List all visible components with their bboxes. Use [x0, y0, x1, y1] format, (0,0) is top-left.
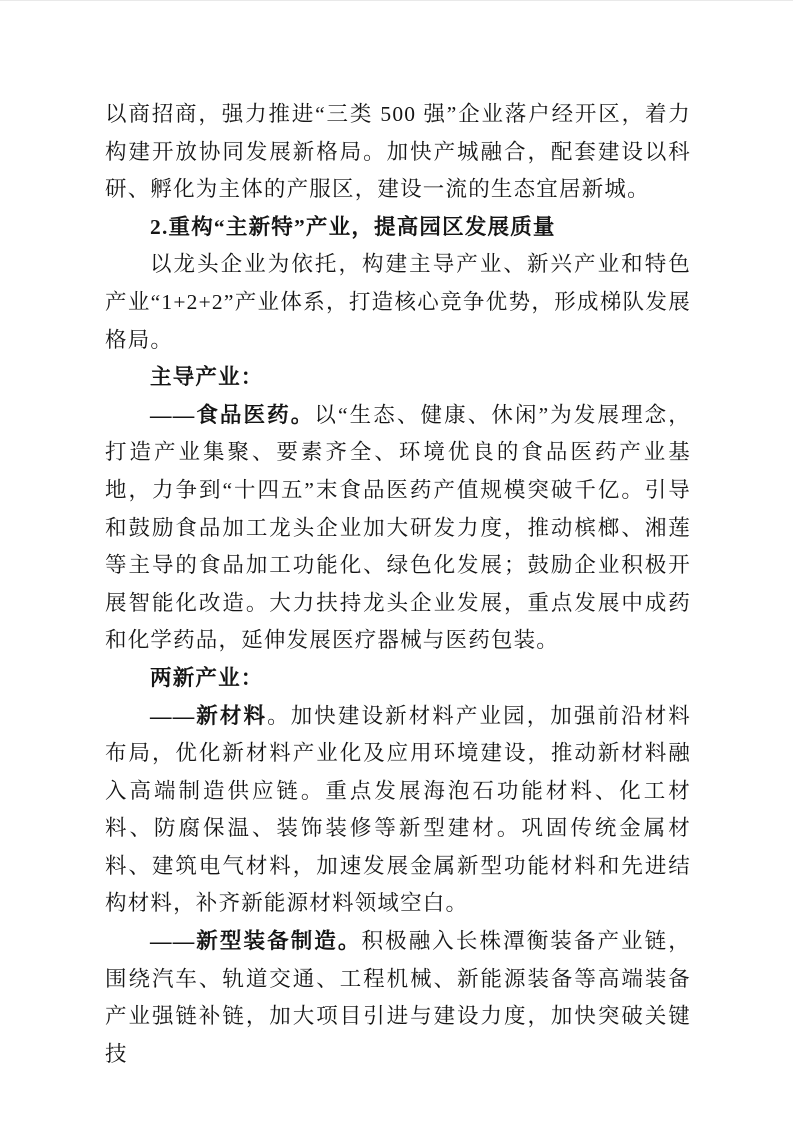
- text-run: 积极融入长株潭衡装备产业链，围绕汽车、轨道交通、工程机械、新能源装备等高端装备产业强链补链，加大项目引进与建设力度，加快突破关键技: [105, 929, 691, 1066]
- subheading-paragraph: [105, 359, 691, 397]
- subheading-paragraph: [105, 660, 691, 698]
- bold-text-run: 两新产业：: [150, 665, 264, 690]
- heading-paragraph: [105, 209, 691, 247]
- bold-text-run: 2.重构“主新特”产业，提高园区发展质量: [150, 214, 556, 239]
- paragraph: [105, 698, 691, 924]
- paragraph: [105, 923, 691, 1073]
- bold-text-run: ——新型装备制造。: [150, 929, 362, 954]
- document-body: [105, 96, 691, 1073]
- bold-text-run: ——新材料: [150, 703, 268, 728]
- text-run: 以商招商，强力推进“三类 500 强”企业落户经开区，着力构建开放协同发展新格局。加快产城融合，配套建设以科研、孵化为主体的产服区，建设一流的生态宜居新城。: [105, 102, 691, 202]
- paragraph: [105, 96, 691, 209]
- text-run: 以“生态、健康、休闲”为发展理念，打造产业集聚、要素齐全、环境优良的食品医药产业基地，力争到“十四五”末食品医药产值规模突破千亿。引导和鼓励食品加工龙头企业加大研发力度，推动槟榔、湘莲等主导的食品加工功能化、绿色化发展；鼓励企业积极开展智能化改造。大力扶持龙头企业发展，重点发展中成药和化学药品，延伸发展医疗器械与医药包装。: [105, 402, 691, 653]
- text-run: 。加快建设新材料产业园，加强前沿材料布局，优化新材料产业化及应用环境建设，推动新材料融入高端制造供应链。重点发展海泡石功能材料、化工材料、防腐保温、装饰装修等新型建材。巩固传统金属材料、建筑电气材料，加速发展金属新型功能材料和先进结构材料，补齐新能源材料领域空白。: [105, 703, 691, 916]
- bold-text-run: ——食品医药。: [150, 402, 315, 427]
- text-run: 以龙头企业为依托，构建主导产业、新兴产业和特色产业“1+2+2”产业体系，打造核心竞争优势，形成梯队发展格局。: [105, 252, 691, 352]
- paragraph: [105, 397, 691, 660]
- bold-text-run: 主导产业：: [150, 365, 264, 390]
- page-top-edge: [0, 0, 793, 1]
- paragraph: [105, 246, 691, 359]
